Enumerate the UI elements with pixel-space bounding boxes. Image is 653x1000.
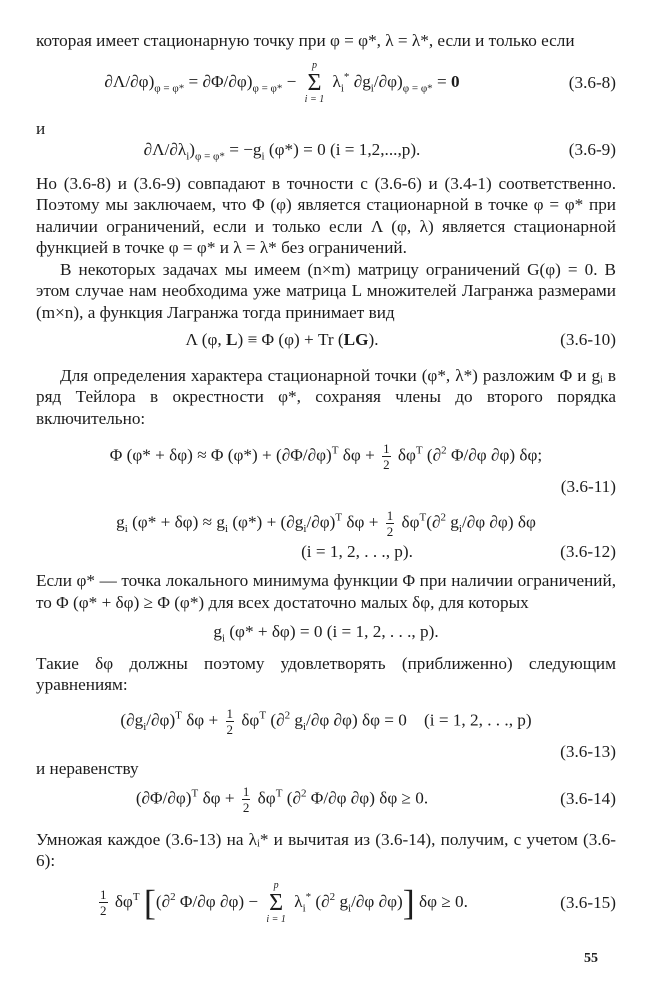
equation-constraint <box>36 621 616 643</box>
paragraph-multiply: Умножая каждое (3.6-13) на λᵢ* и вычитая из (3.6-14), получим, с учетом (3.6-6): <box>36 829 616 870</box>
paragraph-such-dphi: Такие δφ должны поэтому удовлетворять (приближенно) следующим уравнениям: <box>36 653 616 694</box>
equation-3-6-14-formula: $(\partial\Phi/\partial\varphi)^T$ δφ + $\frac{1}{2}$ $\delta\varphi^T$ (∂$^2$ Φ/∂φ ∂φ) δφ ≥ 0. <box>135 783 429 815</box>
equation-3-6-12-label-row <box>36 541 616 563</box>
word-and: и <box>36 118 46 138</box>
equation-3-6-9-formula: $\partial\Lambda/\partial\lambda_i)_{\varphi = \varphi*} = -g_i$ (φ*) = 0 (i = 1,2,...,p). <box>143 140 421 163</box>
equation-3-6-13-number: (3.6-13) <box>560 741 616 761</box>
equation-3-6-12-number: (3.6-12) <box>560 541 616 561</box>
equation-3-6-10 <box>36 329 616 351</box>
paragraph-matrix: В некоторых задачах мы имеем (n×m) матрицу ограничений G(φ) = 0. В этом случае нам необходима уже матрица L множителей Лагранжа размерами (m×n), а функция Лагранжа тогда принимает вид <box>36 259 616 322</box>
equation-3-6-12 <box>36 508 616 539</box>
paragraph-coincide: Но (3.6-8) и (3.6-9) совпадают в точности с (3.6-6) и (3.4-1) соответственно. Поэтому мы заключаем, что Φ (φ) является стационарной в точке φ = φ* при наличии ограничений, если и только если Λ (φ, λ) является стационарной функцией в точке φ = φ* и λ = λ* без ограничений. <box>36 173 616 257</box>
equation-3-6-8 <box>36 60 616 106</box>
paragraph-intro: которая имеет стационарную точку при φ = φ*, λ = λ*, если и только если <box>36 31 575 50</box>
equation-3-6-15-number: (3.6-15) <box>560 892 616 912</box>
equation-3-6-8-formula: $\partial\Lambda/\partial\varphi)_{\varphi = \varphi*} = \partial\Phi/\partial\varphi)_{\varphi = \varphi*}$ − p Σ i = 1 $\lambda_i^*$ $\partial g_i/\partial\varphi)_{\varphi = \varphi*} = 0$ <box>104 59 460 105</box>
equation-3-6-9-number: (3.6-9) <box>568 140 616 159</box>
paragraph-taylor: Для определения характера стационарной точки (φ*, λ*) разложим Φ и gᵢ в ряд Тейлора в окрестности φ*, сохраняя члены до второго порядка включительно: <box>36 365 616 428</box>
equation-3-6-12-formula: $g_i$ $(\varphi* + \delta\varphi) \approx g_i$ $(\varphi*) + (\partial g_i/\partial\varphi)^T$ δφ + $\frac{1}{2}$ $\delta\varphi^T(\partial^2$ $g_i/\partial\varphi$ ∂φ) δφ <box>116 507 536 539</box>
paragraph-local-minimum: Если φ* — точка локального минимума функции Φ при наличии ограничений, то Φ (φ* + δφ) ≥ Φ (φ*) для всех достаточно малых δφ, для которых <box>36 571 616 612</box>
equation-constraint-range: (i = 1, 2, . . ., p). <box>326 622 439 641</box>
equation-3-6-9 <box>36 139 616 161</box>
equation-3-6-15-formula: $\frac{1}{2}$ $\delta\varphi^T$ [(∂$^2$ Φ/∂φ ∂φ) − p Σ i = 1 $\lambda_i^*$ (∂$^2$ $g_i/\partial\varphi$ ∂φ)] δφ ≥ 0. <box>100 879 468 925</box>
equation-3-6-11 <box>36 441 616 472</box>
equation-constraint-formula: $g_i$ (φ* + δφ) = 0 (i = 1, 2, . . ., p). <box>213 622 439 645</box>
equation-3-6-12-range: (i = 1, 2, . . ., p). <box>301 541 413 561</box>
equation-3-6-13-formula: $(\partial g_i/\partial\varphi)^T$ δφ + $\frac{1}{2}$ $\delta\varphi^T$ (∂$^2$ $g_i/\partial\varphi$ ∂φ) δφ = 0 (i = 1, 2, . . ., p) <box>120 705 532 737</box>
equation-3-6-15 <box>36 880 616 926</box>
equation-3-6-10-number: (3.6-10) <box>560 330 616 349</box>
equation-3-6-11-formula: Φ (φ* + δφ) ≈ Φ $(\varphi*) + (\partial\Phi/\partial\varphi)^T$ δφ + $\frac{1}{2}$ $\delta\varphi^T$ (∂$^2$ Φ/∂φ ∂φ) δφ; <box>109 441 543 472</box>
page-number: 55 <box>584 951 598 966</box>
equation-3-6-10-formula: Λ (φ, L) ≡ Φ (φ) + Tr (LG). <box>185 330 379 349</box>
paragraph-and-inequality: и неравенству <box>36 759 139 778</box>
equation-3-6-11-number: (3.6-11) <box>560 477 616 496</box>
equation-3-6-11-label-row <box>36 476 616 498</box>
equation-3-6-14-number: (3.6-14) <box>560 789 616 809</box>
equation-3-6-13 <box>36 706 616 737</box>
equation-3-6-14 <box>36 784 616 815</box>
equation-3-6-8-number: (3.6-8) <box>568 72 616 92</box>
book-page <box>36 30 616 926</box>
